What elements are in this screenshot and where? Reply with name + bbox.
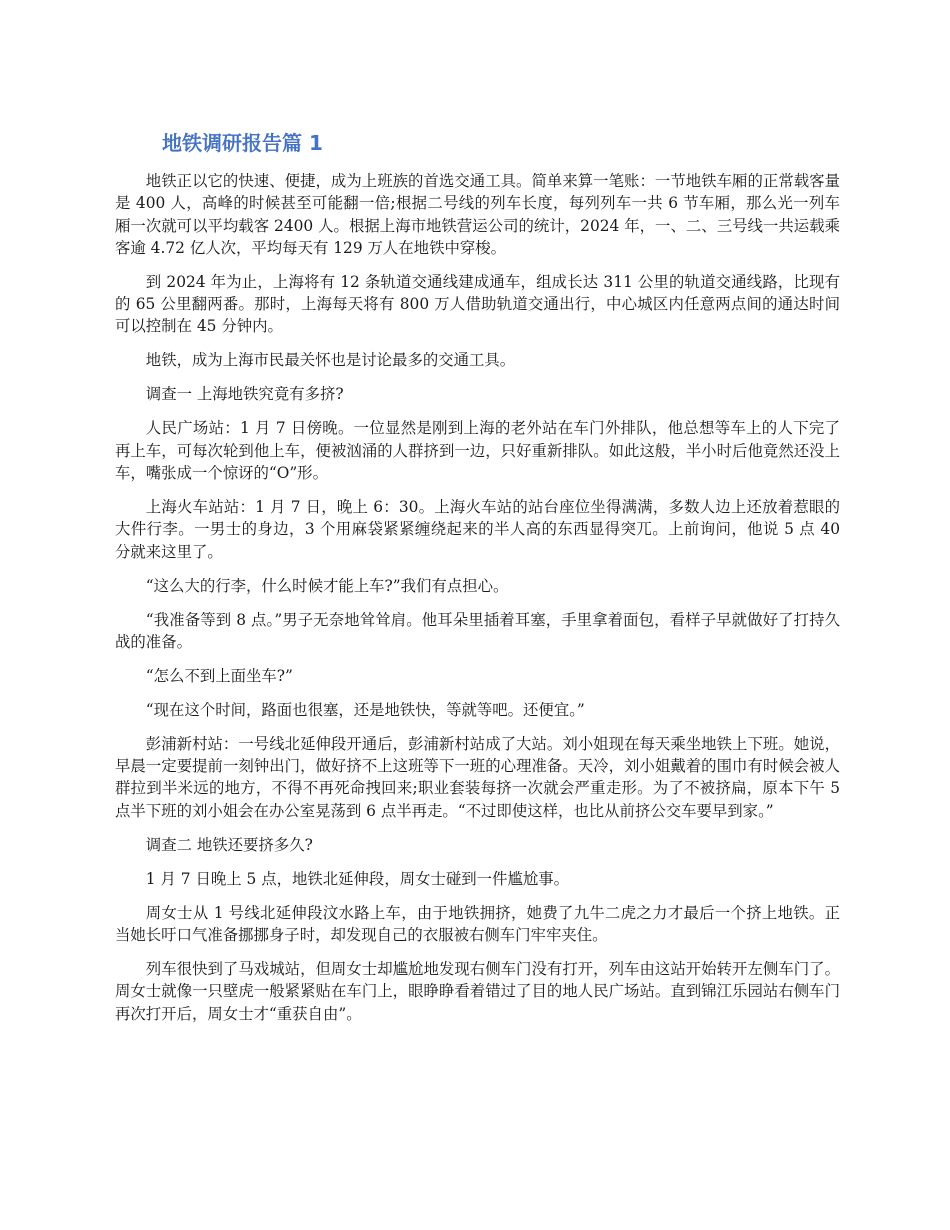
paragraph: 彭浦新村站：一号线北延伸段开通后，彭浦新村站成了大站。刘小姐现在每天乘坐地铁上下班。她说，早晨一定要提前一刻钟出门，做好挤不上这班等下一班的心理准备。天冷，刘小姐戴着的围巾有时候会被人群拉到半米远的地方，不得不再死命拽回来;职业套装每挤一次就会严重走形。为了不被挤扁，原本下午 5 点半下班的刘小姐会在办公室晃荡到 6 点半再走。“不过即使这样，也比从前挤公交车要早到家。” — [115, 734, 840, 820]
paragraph: 地铁正以它的快速、便捷，成为上班族的首选交通工具。简单来算一笔账：一节地铁车厢的正常载客量是 400 人，高峰的时候甚至可能翻一倍;根据二号线的列车长度，每列列车一共 6 节车厢，那么光一列车厢一次就可以平均载客 2400 人。根据上海市地铁营运公司的统计，2024 年，一、二、三号线一共运载乘客逾 4.72 亿人次，平均每天有 129 万人在地铁中穿梭。 — [115, 172, 840, 257]
quote-paragraph: “这么大的行李，什么时候才能上车?”我们有点担心。 — [145, 576, 509, 595]
quote-paragraph: “现在这个时间，路面也很塞，还是地铁快，等就等吧。还便宜。” — [145, 700, 585, 719]
quote-paragraph: “怎么不到上面坐车?” — [145, 666, 293, 685]
paragraph: 列车很快到了马戏城站，但周女士却尴尬地发现右侧车门没有打开，列车由这站开始转开左侧车门了。周女士就像一只壁虎一般紧紧贴在车门上，眼睁睁看着错过了目的地人民广场站。直到锦江乐园站右侧车门再次打开后，周女士才“重获自由”。 — [115, 959, 840, 1023]
document-body — [115, 170, 840, 1037]
section-heading: 调查一 上海地铁究竟有多挤? — [145, 385, 344, 404]
paragraph: 上海火车站站：1 月 7 日，晚上 6：30。上海火车站的站台座位坐得满满，多数人边上还放着惹眼的大件行李。一男士的身边，3 个用麻袋紧紧缠绕起来的半人高的东西显得突兀。上前询问，他说 5 点 40 分就来这里了。 — [115, 498, 840, 561]
document-title: 地铁调研报告篇 1 — [162, 131, 323, 155]
paragraph: 1 月 7 日晚上 5 点，地铁北延伸段，周女士碰到一件尴尬事。 — [145, 869, 570, 888]
paragraph: 人民广场站：1 月 7 日傍晚。一位显然是刚到上海的老外站在车门外排队，他总想等车上的人下完了再上车，可每次轮到他上车，便被汹涌的人群挤到一边，只好重新排队。如此这般，半小时后他竟然还没上车，嘴张成一个惊讶的“O”形。 — [115, 419, 840, 483]
paragraph: 到 2024 年为止，上海将有 12 条轨道交通线建成通车，组成长达 311 公里的轨道交通线路，比现有的 65 公里翻两番。那时，上海每天将有 800 万人借助轨道交通出行，中心城区内任意两点间的通达时间可以控制在 45 分钟内。 — [115, 272, 840, 336]
paragraph: 地铁，成为上海市民最关怀也是讨论最多的交通工具。 — [145, 351, 516, 370]
quote-paragraph: “我准备等到 8 点。”男子无奈地耸耸肩。他耳朵里插着耳塞，手里拿着面包，看样子早就做好了打持久战的准备。 — [115, 610, 840, 651]
section-heading: 调查二 地铁还要挤多久? — [145, 835, 313, 854]
paragraph: 周女士从 1 号线北延伸段汶水路上车，由于地铁拥挤，她费了九牛二虎之力才最后一个挤上地铁。正当她长吁口气准备挪挪身子时，却发现自己的衣服被右侧车门牢牢夹住。 — [115, 903, 840, 944]
